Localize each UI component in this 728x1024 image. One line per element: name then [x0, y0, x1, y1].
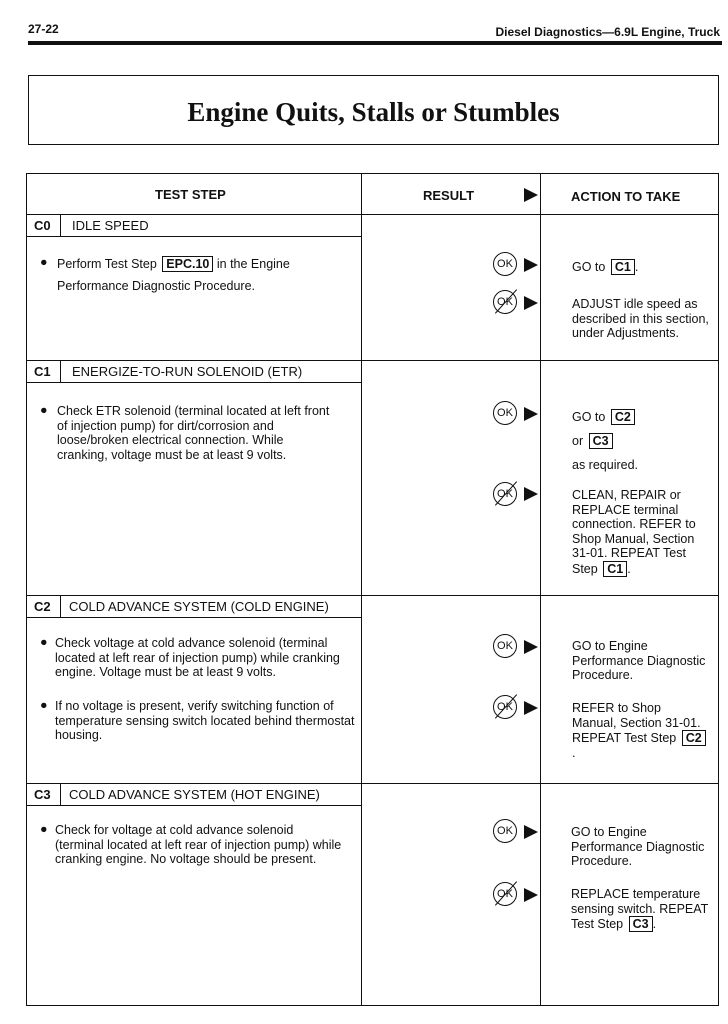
step-divider — [27, 595, 718, 596]
test-step-reference: EPC.10 — [162, 256, 213, 272]
not-ok-action: REPLACE temperature sensing switch. REPEAT Test Step C3 . — [571, 887, 709, 931]
step-title-divider — [27, 236, 361, 237]
bullet-icon: ● — [40, 635, 48, 649]
col-action: ACTION TO TAKE — [571, 189, 681, 204]
result-arrow-icon — [524, 640, 538, 654]
not-ok-action: CLEAN, REPAIR or REPLACE terminal connection. REFER to Shop Manual, Section 31-01. REPEAT Test Step C1 . — [572, 488, 696, 576]
col-result: RESULT — [423, 188, 475, 203]
step-instruction: If no voltage is present, verify switching function of temperature sensing switch located behind thermostat housing. — [55, 699, 355, 742]
not-ok-result-icon: OK — [493, 882, 517, 906]
step-divider — [27, 360, 718, 361]
result-arrow-icon — [524, 888, 538, 902]
instruction-text: Perform Test Step — [57, 257, 161, 271]
bullet-icon: ● — [40, 822, 48, 836]
section-title: Diesel Diagnostics—6.9L Engine, Truck — [495, 25, 720, 39]
step-title-divider — [27, 805, 361, 806]
header-rule — [28, 41, 722, 45]
result-arrow-icon — [524, 188, 538, 202]
column-divider-2 — [540, 174, 541, 1005]
not-ok-result-icon: OK — [493, 695, 517, 719]
result-arrow-icon — [524, 487, 538, 501]
step-title: ENERGIZE-TO-RUN SOLENOID (ETR) — [72, 364, 303, 379]
instruction-text: in the Engine — [213, 257, 290, 271]
step-reference: C2 — [682, 730, 706, 746]
step-id: C0 — [34, 218, 51, 233]
not-ok-action: REFER to Shop Manual, Section 31-01. REPEAT Test Step C2. — [572, 701, 708, 761]
diagnostic-table — [26, 173, 719, 1006]
result-arrow-icon — [524, 296, 538, 310]
not-ok-result-icon: OK — [493, 482, 517, 506]
step-title: COLD ADVANCE SYSTEM (COLD ENGINE) — [69, 599, 329, 614]
step-reference: C1 — [603, 561, 627, 577]
step-id-divider — [60, 360, 61, 382]
bullet-icon: ● — [40, 403, 48, 417]
result-arrow-icon — [524, 407, 538, 421]
col-test-step: TEST STEP — [155, 187, 226, 202]
result-arrow-icon — [524, 825, 538, 839]
step-id: C1 — [34, 364, 51, 379]
step-instruction: Check for voltage at cold advance solenoid (terminal located at left rear of injection pump) while cranking engine. No voltage should be present. — [55, 823, 342, 866]
ok-action: GO to C1 . — [572, 260, 639, 274]
ok-action: GO to C2 or C3 as required. — [572, 410, 639, 472]
step-reference: C3 — [629, 916, 653, 932]
step-id: C3 — [34, 787, 51, 802]
ok-result-icon: OK — [493, 252, 517, 276]
step-reference: C1 — [611, 259, 635, 275]
step-reference: C2 — [611, 409, 635, 425]
not-ok-action: ADJUST idle speed as described in this section, under Adjustments. — [572, 297, 709, 340]
result-arrow-icon — [524, 258, 538, 272]
not-ok-result-icon: OK — [493, 290, 517, 314]
bullet-icon: ● — [40, 698, 48, 712]
ok-action: GO to Engine Performance Diagnostic Procedure. — [571, 825, 705, 868]
column-divider-1 — [361, 174, 362, 1005]
page-number: 27-22 — [28, 22, 59, 36]
step-instruction: Check ETR solenoid (terminal located at left front of injection pump) for dirt/corrosion and loose/broken electrical connection. While cranking, voltage must be at least 9 volts. — [57, 404, 330, 462]
step-instruction: Check voltage at cold advance solenoid (terminal located at left rear of injection pump) while cranking engine. Voltage must be at least 9 volts. — [55, 636, 340, 679]
step-reference: C3 — [589, 433, 613, 449]
step-divider — [27, 783, 718, 784]
step-title: COLD ADVANCE SYSTEM (HOT ENGINE) — [69, 787, 320, 802]
step-id-divider — [60, 783, 61, 805]
step-instruction-line2: Performance Diagnostic Procedure. — [57, 279, 256, 293]
ok-result-icon: OK — [493, 401, 517, 425]
page-title: Engine Quits, Stalls or Stumbles — [187, 97, 560, 127]
ok-result-icon: OK — [493, 634, 517, 658]
step-id: C2 — [34, 599, 51, 614]
step-title-divider — [27, 382, 361, 383]
step-id-divider — [60, 214, 61, 236]
header-divider — [27, 214, 718, 215]
step-title: IDLE SPEED — [72, 218, 149, 233]
title-box — [28, 75, 719, 145]
result-arrow-icon — [524, 701, 538, 715]
step-instruction — [57, 256, 357, 272]
step-id-divider — [60, 595, 61, 617]
ok-action: GO to Engine Performance Diagnostic Procedure. — [572, 639, 706, 682]
step-title-divider — [27, 617, 361, 618]
ok-result-icon: OK — [493, 819, 517, 843]
bullet-icon: ● — [40, 255, 48, 269]
